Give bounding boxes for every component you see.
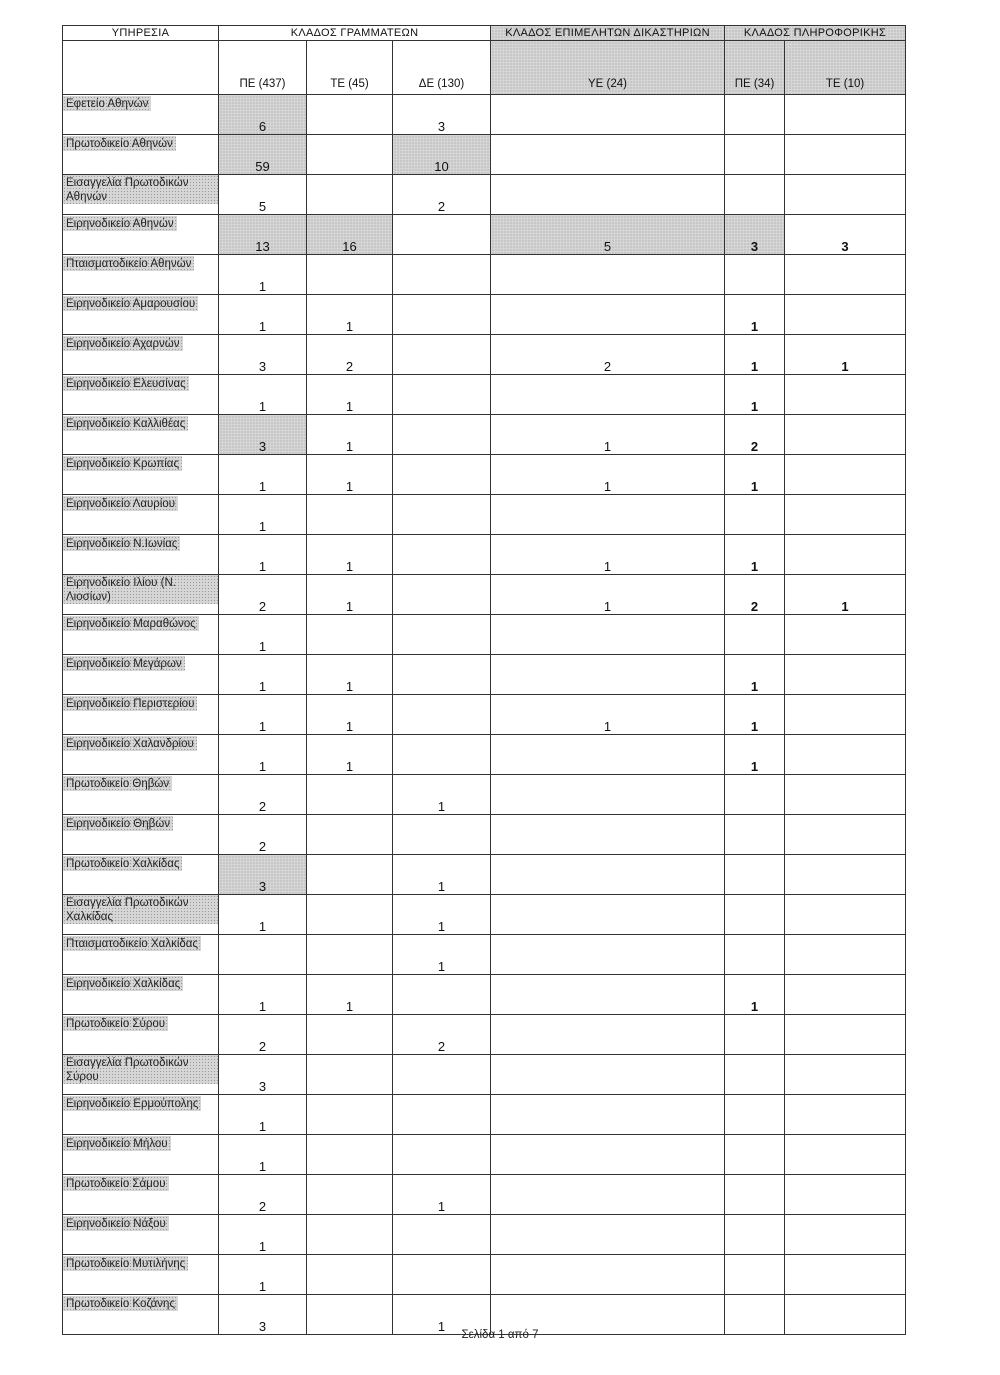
service-name: Πρωτοδικείο Αθηνών bbox=[63, 136, 176, 151]
value-cell: 1 bbox=[393, 895, 491, 935]
value-cell bbox=[785, 855, 906, 895]
table-row bbox=[63, 975, 906, 1015]
value-cell bbox=[785, 1255, 906, 1295]
service-cell bbox=[63, 95, 219, 135]
service-name: Εισαγγελία Πρωτοδικών Σύρου bbox=[63, 1055, 218, 1084]
value-cell: 1 bbox=[219, 535, 307, 575]
value-cell: 3 bbox=[219, 1295, 307, 1335]
table-row bbox=[63, 695, 906, 735]
value-cell bbox=[393, 975, 491, 1015]
service-name: Ειρηνοδικείο Χαλανδρίου bbox=[63, 736, 197, 751]
service-cell bbox=[63, 535, 219, 575]
value-cell: 1 bbox=[219, 375, 307, 415]
value-cell: 1 bbox=[393, 775, 491, 815]
value-cell: 16 bbox=[307, 215, 393, 255]
value-cell bbox=[393, 1055, 491, 1095]
value-cell bbox=[491, 135, 725, 175]
value-cell: 1 bbox=[219, 655, 307, 695]
value-cell bbox=[307, 135, 393, 175]
value-cell bbox=[785, 535, 906, 575]
value-cell bbox=[393, 615, 491, 655]
value-cell bbox=[307, 895, 393, 935]
table-row bbox=[63, 1255, 906, 1295]
value-cell bbox=[393, 1135, 491, 1175]
service-name: Ειρηνοδικείο Χαλκίδας bbox=[63, 976, 183, 991]
value-cell: 1 bbox=[219, 455, 307, 495]
service-cell bbox=[63, 1255, 219, 1295]
service-name: Εισαγγελία Πρωτοδικών Χαλκίδας bbox=[63, 895, 218, 924]
column-header-pe-secretaries: ΠΕ (437) bbox=[219, 41, 307, 95]
table-row bbox=[63, 295, 906, 335]
value-cell: 2 bbox=[219, 575, 307, 615]
table-row bbox=[63, 775, 906, 815]
value-cell bbox=[393, 1255, 491, 1295]
table-row bbox=[63, 95, 906, 135]
table-row bbox=[63, 1135, 906, 1175]
value-cell bbox=[725, 1015, 785, 1055]
value-cell bbox=[785, 1215, 906, 1255]
value-cell: 2 bbox=[725, 415, 785, 455]
service-name: Πρωτοδικείο Μυτιλήνης bbox=[63, 1256, 188, 1271]
value-cell bbox=[393, 1215, 491, 1255]
service-name: Ειρηνοδικείο Αθηνών bbox=[63, 216, 177, 231]
service-header: ΥΠΗΡΕΣΙΑ bbox=[63, 26, 219, 41]
value-cell bbox=[725, 175, 785, 215]
service-name: Ειρηνοδικείο Λαυρίου bbox=[63, 496, 178, 511]
value-cell: 1 bbox=[219, 895, 307, 935]
value-cell bbox=[725, 255, 785, 295]
value-cell bbox=[393, 415, 491, 455]
value-cell: 3 bbox=[393, 95, 491, 135]
value-cell: 1 bbox=[219, 1215, 307, 1255]
value-cell: 2 bbox=[491, 335, 725, 375]
value-cell: 1 bbox=[491, 575, 725, 615]
column-header-te-informatics: ΤΕ (10) bbox=[785, 41, 906, 95]
value-cell bbox=[491, 815, 725, 855]
value-cell bbox=[491, 855, 725, 895]
group-header-secretaries: ΚΛΑΔΟΣ ΓΡΑΜΜΑΤΕΩΝ bbox=[219, 26, 491, 41]
value-cell: 1 bbox=[725, 695, 785, 735]
page-number: Σελίδα 1 από 7 bbox=[461, 1329, 539, 1341]
value-cell bbox=[725, 1255, 785, 1295]
value-cell: 2 bbox=[219, 775, 307, 815]
value-cell: 3 bbox=[219, 415, 307, 455]
value-cell: 1 bbox=[725, 735, 785, 775]
value-cell: 1 bbox=[307, 975, 393, 1015]
value-cell: 1 bbox=[307, 535, 393, 575]
service-cell bbox=[63, 655, 219, 695]
service-cell bbox=[63, 215, 219, 255]
value-cell bbox=[393, 335, 491, 375]
value-cell: 5 bbox=[491, 215, 725, 255]
value-cell bbox=[725, 135, 785, 175]
value-cell: 13 bbox=[219, 215, 307, 255]
value-cell: 1 bbox=[307, 655, 393, 695]
value-cell bbox=[785, 295, 906, 335]
value-cell: 1 bbox=[219, 295, 307, 335]
service-name: Πρωτοδικείο Σάμου bbox=[63, 1176, 169, 1191]
value-cell bbox=[491, 655, 725, 695]
value-cell bbox=[785, 655, 906, 695]
value-cell bbox=[491, 975, 725, 1015]
service-name: Πρωτοδικείο Χαλκίδας bbox=[63, 856, 182, 871]
service-cell bbox=[63, 1055, 219, 1095]
table-row bbox=[63, 615, 906, 655]
service-name: Ειρηνοδικείο Μήλου bbox=[63, 1136, 171, 1151]
value-cell bbox=[491, 1215, 725, 1255]
table-row bbox=[63, 815, 906, 855]
value-cell bbox=[725, 495, 785, 535]
value-cell: 1 bbox=[491, 695, 725, 735]
value-cell: 1 bbox=[219, 1095, 307, 1135]
value-cell bbox=[393, 535, 491, 575]
value-cell: 1 bbox=[307, 575, 393, 615]
value-cell bbox=[491, 1055, 725, 1095]
value-cell: 1 bbox=[307, 735, 393, 775]
table-row bbox=[63, 1175, 906, 1215]
value-cell bbox=[307, 615, 393, 655]
value-cell bbox=[307, 495, 393, 535]
table-row bbox=[63, 1095, 906, 1135]
value-cell bbox=[307, 775, 393, 815]
value-cell: 3 bbox=[725, 215, 785, 255]
table-row bbox=[63, 415, 906, 455]
value-cell: 59 bbox=[219, 135, 307, 175]
value-cell: 3 bbox=[219, 1055, 307, 1095]
value-cell: 2 bbox=[307, 335, 393, 375]
value-cell: 2 bbox=[725, 575, 785, 615]
value-cell bbox=[491, 1095, 725, 1135]
value-cell: 1 bbox=[725, 375, 785, 415]
value-cell bbox=[219, 935, 307, 975]
value-cell bbox=[393, 295, 491, 335]
service-cell bbox=[63, 1175, 219, 1215]
value-cell bbox=[307, 1135, 393, 1175]
service-cell bbox=[63, 255, 219, 295]
service-name: Ειρηνοδικείο Ελευσίνας bbox=[63, 376, 189, 391]
value-cell bbox=[785, 95, 906, 135]
service-cell bbox=[63, 975, 219, 1015]
service-cell bbox=[63, 775, 219, 815]
column-header-ye-bailiffs: ΥΕ (24) bbox=[491, 41, 725, 95]
value-cell bbox=[307, 935, 393, 975]
service-name: Πρωτοδικείο Σύρου bbox=[63, 1016, 168, 1031]
value-cell bbox=[307, 1215, 393, 1255]
value-cell: 2 bbox=[219, 815, 307, 855]
value-cell bbox=[725, 775, 785, 815]
service-cell bbox=[63, 695, 219, 735]
value-cell: 1 bbox=[393, 855, 491, 895]
value-cell bbox=[785, 135, 906, 175]
value-cell: 6 bbox=[219, 95, 307, 135]
value-cell: 2 bbox=[219, 1175, 307, 1215]
value-cell bbox=[393, 255, 491, 295]
service-name: Πταισματοδικείο Αθηνών bbox=[63, 256, 194, 271]
table-row bbox=[63, 455, 906, 495]
value-cell: 2 bbox=[393, 1015, 491, 1055]
value-cell bbox=[725, 1055, 785, 1095]
value-cell bbox=[307, 855, 393, 895]
table-row bbox=[63, 135, 906, 175]
value-cell bbox=[307, 95, 393, 135]
value-cell bbox=[491, 615, 725, 655]
service-name: Ειρηνοδικείο Μεγάρων bbox=[63, 656, 185, 671]
value-cell: 1 bbox=[307, 455, 393, 495]
value-cell bbox=[393, 495, 491, 535]
service-name: Ειρηνοδικείο Αμαρουσίου bbox=[63, 296, 198, 311]
value-cell bbox=[725, 935, 785, 975]
header-column-row bbox=[63, 41, 906, 95]
service-cell bbox=[63, 495, 219, 535]
value-cell bbox=[785, 935, 906, 975]
value-cell bbox=[491, 295, 725, 335]
value-cell: 2 bbox=[219, 1015, 307, 1055]
table-body bbox=[63, 95, 906, 1335]
value-cell: 1 bbox=[307, 295, 393, 335]
value-cell bbox=[785, 815, 906, 855]
value-cell bbox=[491, 1175, 725, 1215]
service-name: Εισαγγελία Πρωτοδικών Αθηνών bbox=[63, 175, 218, 204]
column-header-de-secretaries: ΔΕ (130) bbox=[393, 41, 491, 95]
value-cell: 1 bbox=[393, 1295, 491, 1335]
value-cell bbox=[785, 415, 906, 455]
service-name: Ειρηνοδικείο Νάξου bbox=[63, 1216, 169, 1231]
value-cell: 1 bbox=[219, 255, 307, 295]
value-cell bbox=[307, 1095, 393, 1135]
service-subheader-empty bbox=[63, 41, 219, 95]
column-header-pe-informatics: ΠΕ (34) bbox=[725, 41, 785, 95]
service-cell bbox=[63, 895, 219, 935]
service-cell bbox=[63, 415, 219, 455]
value-cell bbox=[725, 1095, 785, 1135]
value-cell bbox=[393, 1095, 491, 1135]
value-cell bbox=[785, 455, 906, 495]
value-cell bbox=[785, 1095, 906, 1135]
value-cell bbox=[393, 695, 491, 735]
service-name: Ειρηνοδικείο Ιλίου (Ν. Λιοσίων) bbox=[63, 575, 218, 604]
service-name: Πρωτοδικείο Κοζάνης bbox=[63, 1296, 178, 1311]
service-cell bbox=[63, 1095, 219, 1135]
value-cell bbox=[491, 1135, 725, 1175]
value-cell bbox=[491, 255, 725, 295]
value-cell bbox=[307, 175, 393, 215]
value-cell bbox=[393, 455, 491, 495]
value-cell bbox=[785, 495, 906, 535]
value-cell: 1 bbox=[393, 1175, 491, 1215]
table-row bbox=[63, 535, 906, 575]
value-cell bbox=[307, 1015, 393, 1055]
value-cell bbox=[491, 175, 725, 215]
service-name: Ειρηνοδικείο Μαραθώνος bbox=[63, 616, 199, 631]
service-name: Ειρηνοδικείο Περιστερίου bbox=[63, 696, 197, 711]
service-cell bbox=[63, 1135, 219, 1175]
value-cell bbox=[785, 775, 906, 815]
service-cell bbox=[63, 855, 219, 895]
value-cell: 1 bbox=[785, 575, 906, 615]
service-name: Ειρηνοδικείο Αχαρνών bbox=[63, 336, 183, 351]
value-cell bbox=[491, 735, 725, 775]
service-name: Ειρηνοδικείο Καλλιθέας bbox=[63, 416, 188, 431]
service-name: Ειρηνοδικείο Κρωπίας bbox=[63, 456, 182, 471]
value-cell: 2 bbox=[393, 175, 491, 215]
value-cell: 1 bbox=[785, 335, 906, 375]
value-cell bbox=[785, 735, 906, 775]
value-cell: 1 bbox=[219, 975, 307, 1015]
table-row bbox=[63, 375, 906, 415]
value-cell bbox=[491, 95, 725, 135]
value-cell: 1 bbox=[219, 735, 307, 775]
value-cell: 3 bbox=[219, 335, 307, 375]
value-cell: 1 bbox=[219, 615, 307, 655]
value-cell: 1 bbox=[725, 335, 785, 375]
service-name: Πρωτοδικείο Θηβών bbox=[63, 776, 172, 791]
value-cell bbox=[393, 215, 491, 255]
group-header-bailiffs: ΚΛΑΔΟΣ ΕΠΙΜΕΛΗΤΩΝ ΔΙΚΑΣΤΗΡΙΩΝ bbox=[491, 26, 725, 41]
service-name: Εφετείο Αθηνών bbox=[63, 96, 151, 111]
service-name: Ειρηνοδικείο Ν.Ιωνίας bbox=[63, 536, 180, 551]
service-cell bbox=[63, 295, 219, 335]
table-row bbox=[63, 175, 906, 215]
staff-allocation-table bbox=[62, 25, 906, 1335]
table-row bbox=[63, 495, 906, 535]
value-cell bbox=[491, 895, 725, 935]
value-cell bbox=[393, 575, 491, 615]
column-header-te-secretaries: ΤΕ (45) bbox=[307, 41, 393, 95]
table-row bbox=[63, 1015, 906, 1055]
table-row bbox=[63, 935, 906, 975]
table-row bbox=[63, 255, 906, 295]
value-cell bbox=[725, 815, 785, 855]
table-row bbox=[63, 335, 906, 375]
table-row bbox=[63, 735, 906, 775]
value-cell bbox=[785, 1055, 906, 1095]
value-cell bbox=[785, 975, 906, 1015]
service-name: Ειρηνοδικείο Θηβών bbox=[63, 816, 173, 831]
value-cell bbox=[785, 1015, 906, 1055]
value-cell bbox=[725, 1135, 785, 1175]
value-cell bbox=[393, 735, 491, 775]
service-cell bbox=[63, 735, 219, 775]
value-cell: 1 bbox=[219, 495, 307, 535]
value-cell bbox=[491, 375, 725, 415]
value-cell: 1 bbox=[219, 1255, 307, 1295]
table-row bbox=[63, 215, 906, 255]
value-cell bbox=[307, 255, 393, 295]
service-cell bbox=[63, 1015, 219, 1055]
value-cell bbox=[725, 615, 785, 655]
value-cell: 1 bbox=[491, 535, 725, 575]
value-cell: 1 bbox=[307, 695, 393, 735]
value-cell bbox=[785, 1135, 906, 1175]
value-cell: 1 bbox=[725, 295, 785, 335]
value-cell: 1 bbox=[219, 695, 307, 735]
service-cell bbox=[63, 175, 219, 215]
value-cell bbox=[393, 815, 491, 855]
value-cell: 3 bbox=[785, 215, 906, 255]
value-cell bbox=[785, 695, 906, 735]
value-cell: 3 bbox=[219, 855, 307, 895]
service-cell bbox=[63, 1215, 219, 1255]
table-row bbox=[63, 1055, 906, 1095]
value-cell bbox=[785, 1175, 906, 1215]
value-cell bbox=[307, 1055, 393, 1095]
value-cell bbox=[725, 1175, 785, 1215]
value-cell bbox=[785, 175, 906, 215]
value-cell bbox=[393, 655, 491, 695]
value-cell bbox=[785, 895, 906, 935]
value-cell bbox=[491, 775, 725, 815]
value-cell: 1 bbox=[491, 455, 725, 495]
value-cell bbox=[725, 1215, 785, 1255]
table-row bbox=[63, 575, 906, 615]
table-row bbox=[63, 655, 906, 695]
value-cell bbox=[725, 895, 785, 935]
value-cell bbox=[725, 855, 785, 895]
value-cell bbox=[785, 255, 906, 295]
value-cell: 1 bbox=[219, 1135, 307, 1175]
value-cell: 1 bbox=[725, 535, 785, 575]
value-cell: 1 bbox=[307, 415, 393, 455]
value-cell: 1 bbox=[725, 455, 785, 495]
value-cell: 1 bbox=[725, 975, 785, 1015]
value-cell bbox=[393, 375, 491, 415]
service-cell bbox=[63, 335, 219, 375]
service-cell bbox=[63, 455, 219, 495]
service-cell bbox=[63, 575, 219, 615]
table-row bbox=[63, 895, 906, 935]
service-name: Πταισματοδικείο Χαλκίδας bbox=[63, 936, 201, 951]
value-cell bbox=[725, 95, 785, 135]
value-cell bbox=[307, 1175, 393, 1215]
value-cell bbox=[785, 615, 906, 655]
table-row bbox=[63, 855, 906, 895]
header-group-row bbox=[63, 26, 906, 41]
value-cell: 5 bbox=[219, 175, 307, 215]
value-cell: 1 bbox=[307, 375, 393, 415]
service-cell bbox=[63, 935, 219, 975]
value-cell bbox=[491, 1255, 725, 1295]
value-cell: 1 bbox=[491, 415, 725, 455]
service-cell bbox=[63, 375, 219, 415]
service-name: Ειρηνοδικείο Ερμούπολης bbox=[63, 1096, 201, 1111]
value-cell: 1 bbox=[725, 655, 785, 695]
value-cell: 10 bbox=[393, 135, 491, 175]
table-row bbox=[63, 1215, 906, 1255]
value-cell bbox=[785, 375, 906, 415]
group-header-informatics: ΚΛΑΔΟΣ ΠΛΗΡΟΦΟΡΙΚΗΣ bbox=[725, 26, 906, 41]
service-cell bbox=[63, 615, 219, 655]
value-cell: 1 bbox=[393, 935, 491, 975]
service-cell bbox=[63, 135, 219, 175]
value-cell bbox=[307, 1255, 393, 1295]
value-cell bbox=[307, 815, 393, 855]
service-cell bbox=[63, 815, 219, 855]
value-cell bbox=[491, 1015, 725, 1055]
value-cell bbox=[491, 935, 725, 975]
value-cell bbox=[491, 495, 725, 535]
